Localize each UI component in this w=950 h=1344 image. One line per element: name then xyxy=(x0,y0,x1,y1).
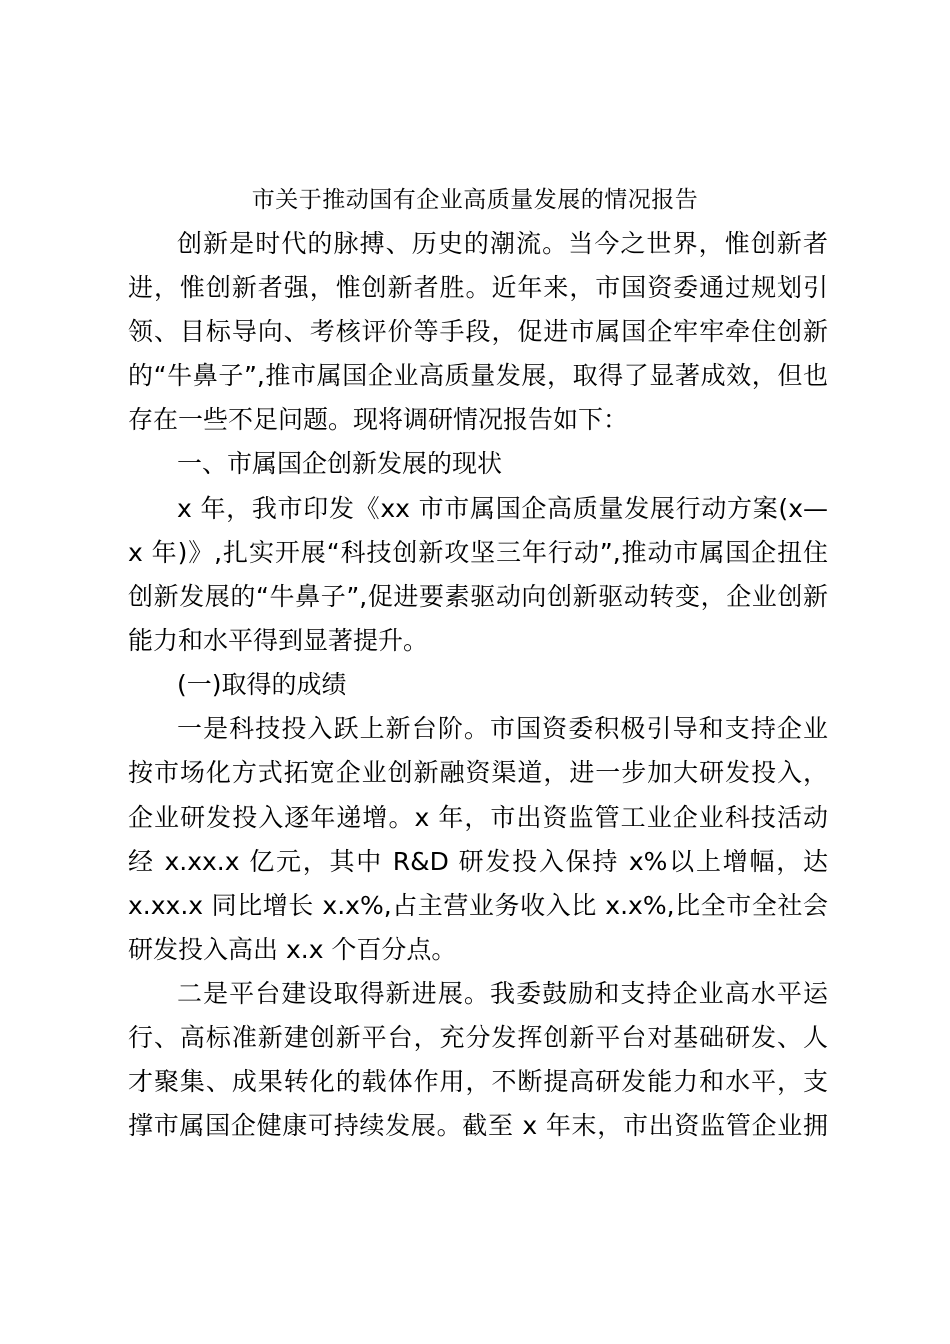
paragraph-line: 创新是时代的脉搏、历史的潮流。当今之世界，惟创新者 xyxy=(177,229,828,258)
paragraph-line: 一是科技投入跃上新台阶。市国资委积极引导和支持企业 xyxy=(177,714,828,743)
paragraph-line: 撑市属国企健康可持续发展。截至 x 年末，市出资监管企业拥 xyxy=(128,1111,828,1140)
paragraph-line: 按市场化方式拓宽企业创新融资渠道，进一步加大研发投入， xyxy=(128,758,828,787)
document-title: 市关于推动国有企业高质量发展的情况报告 xyxy=(251,187,699,213)
paragraph-line: x.xx.x 同比增长 x.x%,占主营业务收入比 x.x%,比全市全社会 xyxy=(128,891,828,920)
paragraph-line: 领、目标导向、考核评价等手段，促进市属国企牢牢牵住创新 xyxy=(128,317,828,346)
paragraph-line: 才聚集、成果转化的载体作用，不断提高研发能力和水平，支 xyxy=(128,1067,828,1096)
paragraph-line: 的“牛鼻子”,推市属国企业高质量发展，取得了显著成效，但也 xyxy=(128,361,828,390)
paragraph-line: 存在一些不足问题。现将调研情况报告如下： xyxy=(128,405,629,434)
paragraph-line: 进，惟创新者强，惟创新者胜。近年来，市国资委通过规划引 xyxy=(128,273,828,302)
paragraph-line: 研发投入高出 x.x 个百分点。 xyxy=(128,935,457,964)
paragraph-line: 行、高标准新建创新平台，充分发挥创新平台对基础研发、人 xyxy=(128,1023,828,1052)
paragraph-line: x 年，我市印发《xx 市市属国企高质量发展行动方案(x— xyxy=(177,494,828,523)
section-heading: 一、市属国企创新发展的现状 xyxy=(177,449,503,478)
paragraph-line: 能力和水平得到显著提升。 xyxy=(128,626,429,655)
subsection-heading: (一)取得的成绩 xyxy=(177,670,347,699)
paragraph-line: 企业研发投入逐年递增。x 年，市出资监管工业企业科技活动 xyxy=(128,803,828,832)
paragraph-line: 创新发展的“牛鼻子”,促进要素驱动向创新驱动转变，企业创新 xyxy=(128,582,828,611)
paragraph-line: 二是平台建设取得新进展。我委鼓励和支持企业高水平运 xyxy=(177,979,828,1008)
paragraph-line: x 年)》,扎实开展“科技创新攻坚三年行动”,推动市属国企扭住 xyxy=(128,538,828,567)
paragraph-line: 经 x.xx.x 亿元，其中 R&D 研发投入保持 x%以上增幅，达 xyxy=(128,847,828,876)
